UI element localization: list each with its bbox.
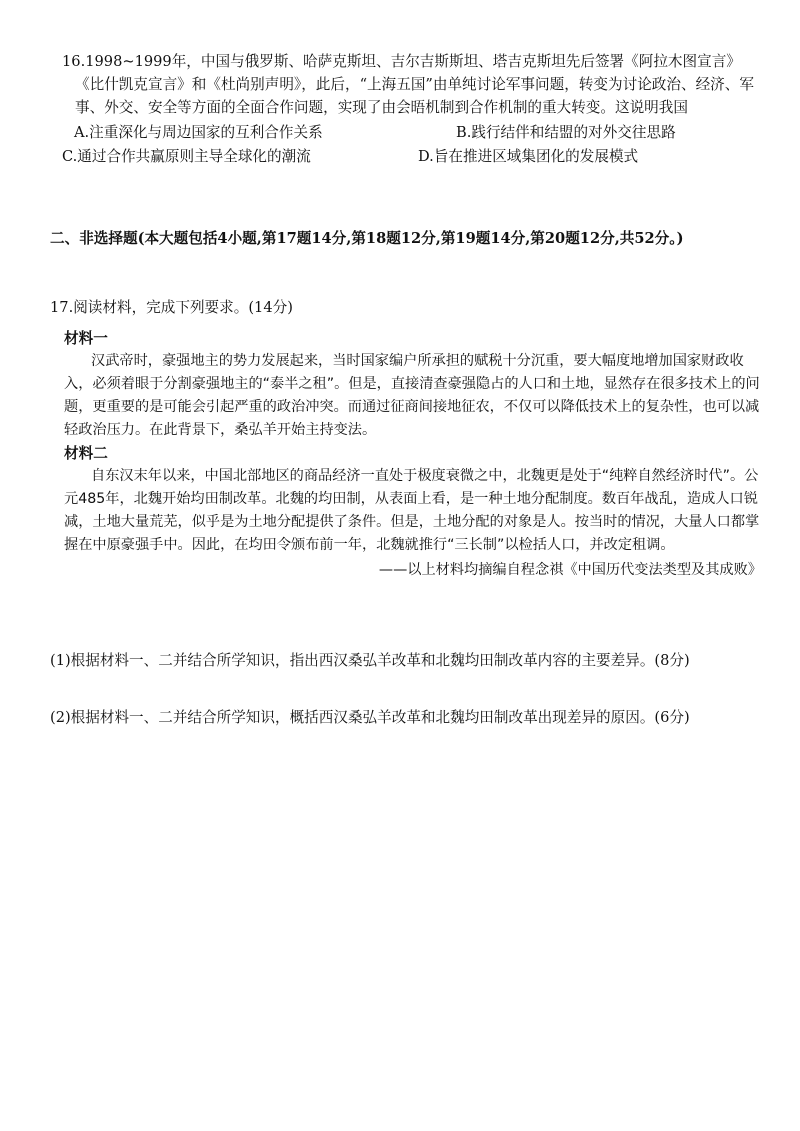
material-source: ——以上材料均摘编自程念祺《中国历代变法类型及其成败》 bbox=[378, 562, 762, 578]
sub-question-1: (1)根据材料一、二并结合所学知识，指出西汉桑弘羊改革和北魏均田制改革内容的主要差异。(8分) bbox=[50, 652, 690, 669]
question-16-options bbox=[62, 121, 762, 169]
option-c: C.通过合作共赢原则主导全球化的潮流 bbox=[62, 148, 311, 165]
material-1-text: 汉武帝时，豪强地主的势力发展起来，当时国家编户所承担的赋税十分沉重，要大幅度地增加国家财政收入，必须着眼于分割豪强地主的“泰半之租”。但是，直接清查豪强隐占的人口和土地，显然存在很多技术上的问题，更重要的是可能会引起严重的政治冲突。而通过征商间接地征农，不仅可以降低技术上的复杂性，也可以减轻政治压力。在此背景下，桑弘羊开始主持变法。 bbox=[64, 353, 760, 438]
question-17-stem: 17.阅读材料，完成下列要求。(14分) bbox=[50, 299, 293, 316]
question-16-stem: 16.1998~1999年，中国与俄罗斯、哈萨克斯坦、吉尔吉斯斯坦、塔吉克斯坦先后签署《阿拉木图宣言》《比什凯克宣言》和《杜尚别声明》，此后，“上海五国”由单纯讨论军事问题，转变为讨论政治、经济、军事、外交、安全等方面的全面合作问题，实现了由会晤机制到合作机制的重大转变。这说明我国 bbox=[62, 53, 754, 116]
material-2-title: 材料二 bbox=[64, 445, 108, 462]
option-d: D.旨在推进区域集团化的发展模式 bbox=[418, 148, 639, 165]
section-2-heading: 二、非选择题(本大题包括4小题,第17题14分,第18题12分,第19题14分,第20题12分,共52分。) bbox=[50, 230, 684, 247]
option-a: A.注重深化与周边国家的互利合作关系 bbox=[74, 124, 323, 141]
question-16 bbox=[62, 50, 762, 169]
question-17 bbox=[50, 296, 762, 582]
material-2-text: 自东汉末年以来，中国北部地区的商品经济一直处于极度衰微之中，北魏更是处于“纯粹自然经济时代”。公元485年，北魏开始均田制改革。北魏的均田制，从表面上看，是一种土地分配制度。数百年战乱，造成人口锐减，土地大量荒芜，似乎是为土地分配提供了条件。但是，土地分配的对象是人。按当时的情况，大量人口都掌握在中原豪强手中。因此，在均田令颁布前一年，北魏就推行“三长制”以检括人口，并改定租调。 bbox=[64, 468, 760, 553]
option-b: B.践行结伴和结盟的对外交往思路 bbox=[456, 124, 676, 141]
sub-question-2: (2)根据材料一、二并结合所学知识，概括西汉桑弘羊改革和北魏均田制改革出现差异的原因。(6分) bbox=[50, 709, 690, 726]
material-1-title: 材料一 bbox=[64, 330, 108, 347]
